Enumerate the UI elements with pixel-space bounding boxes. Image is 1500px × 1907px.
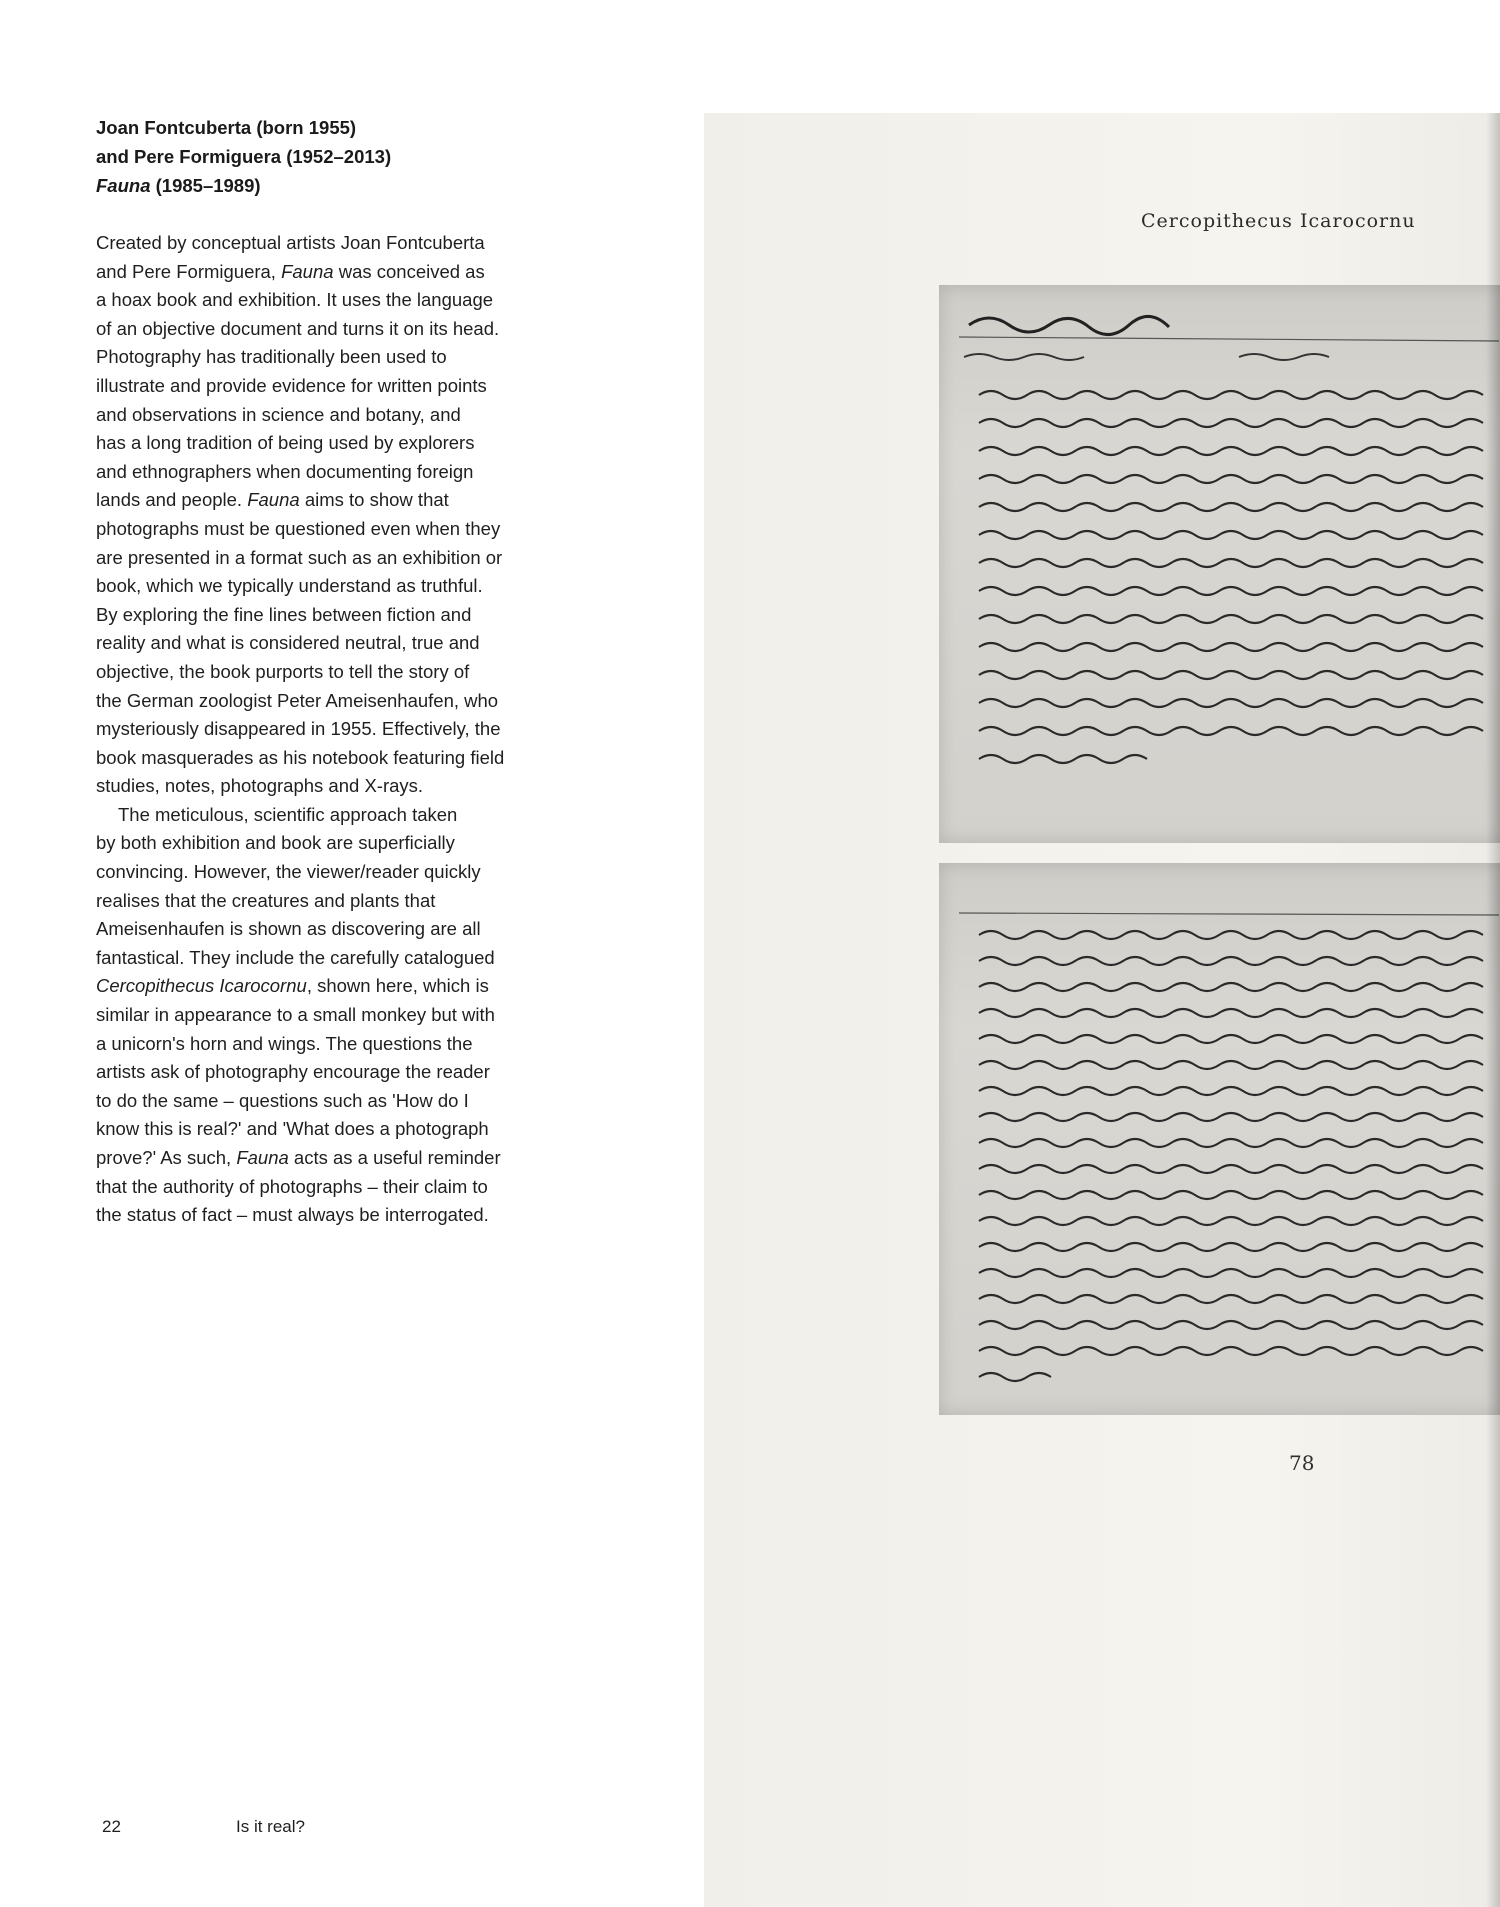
body-line: reality and what is considered neutral, true and	[96, 632, 480, 654]
body-line: and ethnographers when documenting foreign	[96, 460, 474, 482]
artist-line-1: Joan Fontcuberta (born 1955)	[96, 117, 357, 138]
body-text	[96, 229, 596, 1230]
body-line: a hoax book and exhibition. It uses the language	[96, 289, 494, 311]
handwritten-note-image-1	[939, 285, 1500, 843]
body-line: Cercopithecus Icarocornu, shown here, which is	[96, 975, 489, 997]
body-line: similar in appearance to a small monkey but with	[96, 1004, 495, 1026]
work-title-line	[96, 171, 616, 200]
footer-page-number: 22	[102, 1817, 121, 1836]
body-line: the status of fact – must always be interrogated.	[96, 1204, 489, 1226]
body-line: realises that the creatures and plants that	[96, 889, 436, 911]
body-line: book, which we typically understand as truthful.	[96, 575, 483, 597]
body-line: fantastical. They include the carefully catalogued	[96, 946, 495, 968]
body-line: to do the same – questions such as 'How do I	[96, 1089, 469, 1111]
footer-section-title: Is it real?	[236, 1817, 305, 1836]
body-line: and observations in science and botany, and	[96, 403, 461, 425]
body-line: lands and people. Fauna aims to show that	[96, 489, 449, 511]
body-line: illustrate and provide evidence for written points	[96, 374, 487, 396]
page-gutter-shadow	[1486, 113, 1500, 1907]
body-line: the German zoologist Peter Ameisenhaufen, who	[96, 689, 499, 711]
work-title-inline: Fauna	[247, 489, 300, 511]
body-line: By exploring the fine lines between fiction and	[96, 603, 472, 625]
body-line: Ameisenhaufen is shown as discovering are all	[96, 918, 481, 940]
body-line: by both exhibition and book are superficially	[96, 832, 455, 854]
work-title: Fauna	[96, 175, 151, 196]
notebook-page-reproduction	[704, 113, 1500, 1907]
work-title-inline: Fauna	[281, 260, 334, 282]
handwritten-note-image-2	[939, 863, 1500, 1415]
body-line: has a long tradition of being used by explorers	[96, 432, 475, 454]
body-line: mysteriously disappeared in 1955. Effectively, the	[96, 718, 501, 740]
body-line: convincing. However, the viewer/reader quickly	[96, 861, 481, 883]
body-line: are presented in a format such as an exhibition or	[96, 546, 503, 568]
body-line: Created by conceptual artists Joan Fontcuberta	[96, 232, 485, 253]
body-line: Photography has traditionally been used to	[96, 346, 447, 368]
body-line: of an objective document and turns it on its head.	[96, 317, 500, 339]
body-line: book masquerades as his notebook featuring field	[96, 746, 505, 768]
artist-line-2: and Pere Formiguera (1952–2013)	[96, 146, 392, 167]
species-title: Cercopithecus Icarocornu	[1141, 210, 1416, 232]
caption-heading	[96, 113, 616, 200]
body-line: that the authority of photographs – their claim to	[96, 1175, 488, 1197]
body-line: prove?' As such, Fauna acts as a useful reminder	[96, 1147, 501, 1168]
body-line: know this is real?' and 'What does a photograph	[96, 1118, 489, 1140]
species-name-inline: Cercopithecus Icarocornu	[96, 975, 307, 997]
body-line: objective, the book purports to tell the story of	[96, 660, 470, 682]
source-page-number: 78	[1289, 1451, 1315, 1475]
body-line: The meticulous, scientific approach taken	[118, 803, 458, 825]
body-line: and Pere Formiguera, Fauna was conceived as	[96, 260, 485, 282]
body-line: studies, notes, photographs and X-rays.	[96, 775, 424, 797]
body-line: a unicorn's horn and wings. The questions the	[96, 1032, 473, 1054]
work-dates: (1985–1989)	[155, 175, 261, 196]
body-line: photographs must be questioned even when they	[96, 517, 501, 539]
body-line: artists ask of photography encourage the reader	[96, 1061, 490, 1083]
work-title-inline: Fauna	[236, 1147, 289, 1168]
